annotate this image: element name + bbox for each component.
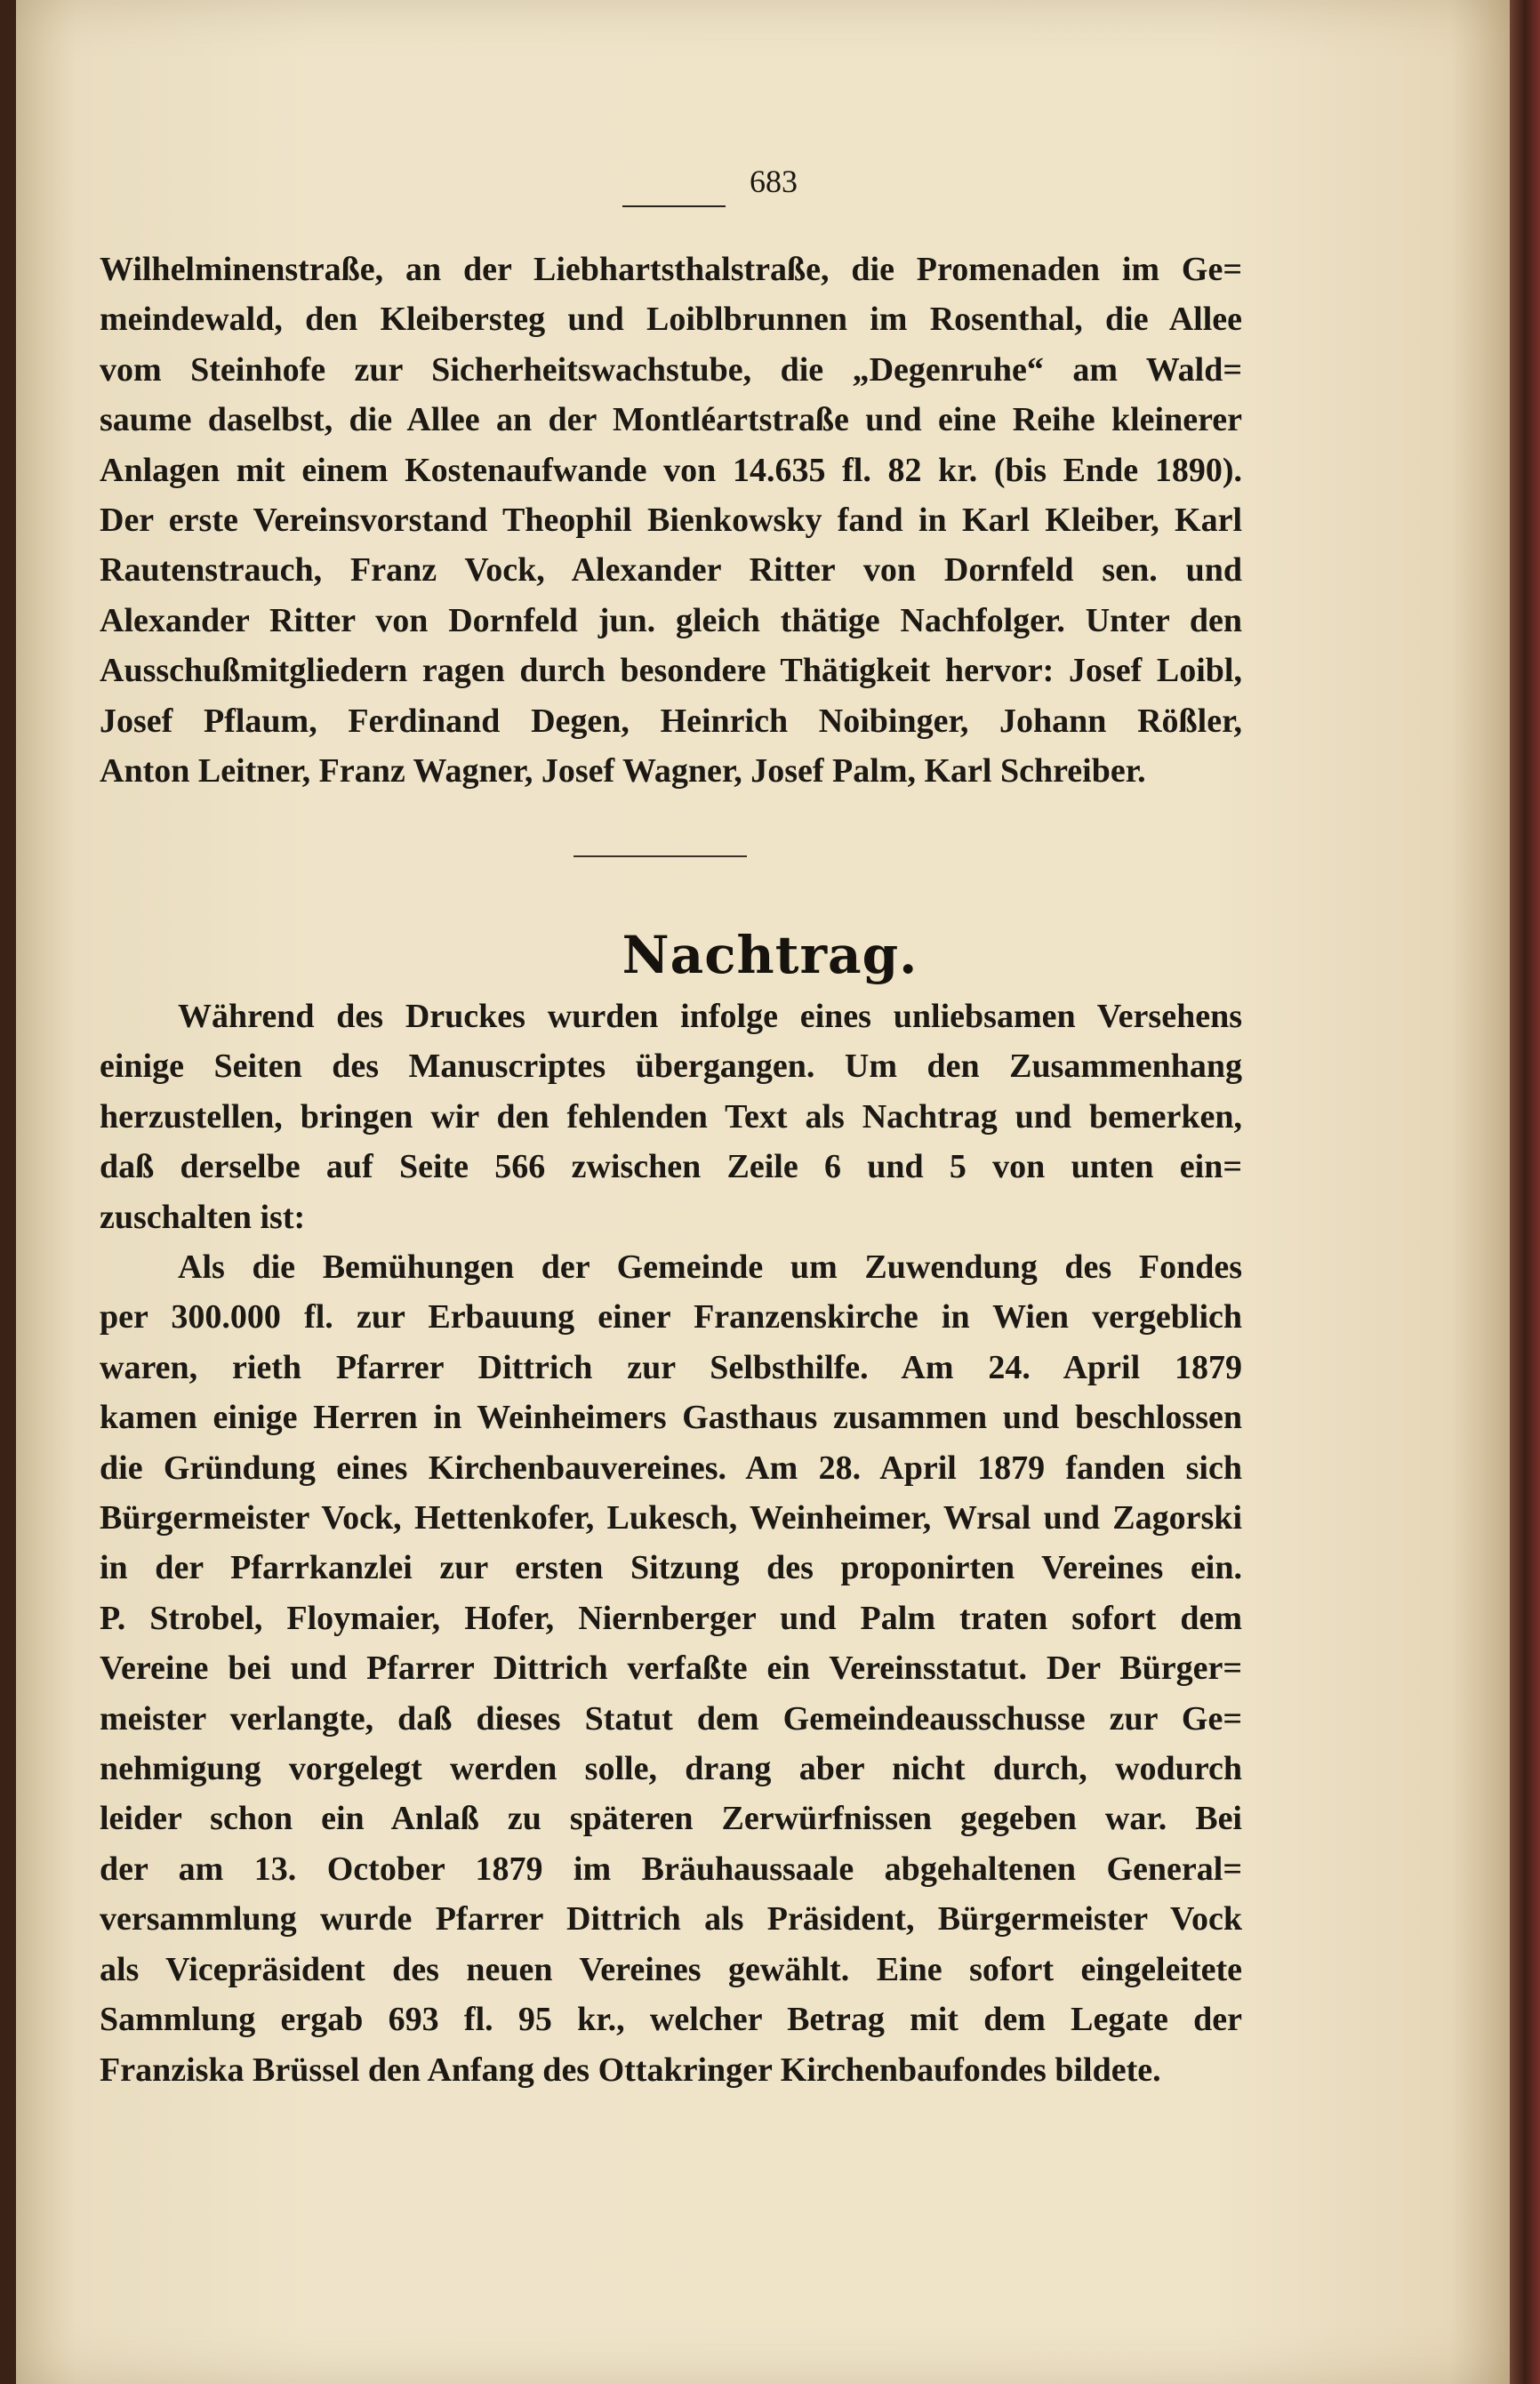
- section-divider: [573, 855, 747, 857]
- text-line: Als die Bemühungen der Gemeinde um Zuwendung des Fondes: [178, 1248, 1242, 1286]
- nachtrag-paragraph-1: [100, 991, 1242, 1242]
- text-line: Alexander Ritter von Dornfeld jun. gleich thätige Nachfolger. Unter den: [100, 601, 1242, 639]
- text-line: daß derselbe auf Seite 566 zwischen Zeile 6 und 5 von unten ein=: [100, 1148, 1242, 1186]
- text-line: als Vicepräsident des neuen Vereines gewählt. Eine sofort eingeleitete: [100, 1950, 1242, 1988]
- text-line: Josef Pflaum, Ferdinand Degen, Heinrich Noibinger, Johann Rößler,: [100, 702, 1242, 740]
- text-line: Der erste Vereinsvorstand Theophil Bienkowsky fand in Karl Kleiber, Karl: [100, 502, 1242, 540]
- text-line: die Gründung eines Kirchenbauvereines. Am 28. April 1879 fanden sich: [100, 1449, 1242, 1487]
- text-line: meindewald, den Kleibersteg und Loiblbrunnen im Rosenthal, die Allee: [100, 301, 1242, 339]
- text-line: Ausschußmitgliedern ragen durch besondere Thätigkeit hervor: Josef Loibl,: [100, 652, 1242, 690]
- text-line: Bürgermeister Vock, Hettenkofer, Lukesch, Weinheimer, Wrsal und Zagorski: [100, 1499, 1242, 1537]
- text-line: Während des Druckes wurden infolge eines unliebsamen Versehens: [178, 998, 1242, 1035]
- section-heading: Nachtrag.: [622, 925, 918, 985]
- text-line: per 300.000 fl. zur Erbauung einer Franzenskirche in Wien vergeblich: [100, 1298, 1242, 1336]
- text-line: Vereine bei und Pfarrer Dittrich verfaßte ein Vereinsstatut. Der Bürger=: [100, 1650, 1242, 1688]
- page-number: 683: [0, 163, 1540, 200]
- text-line: zuschalten ist:: [100, 1198, 306, 1236]
- text-line: nehmigung vorgelegt werden solle, drang aber nicht durch, wodurch: [100, 1750, 1242, 1788]
- text-line: vom Steinhofe zur Sicherheitswachstube, die „Degenruhe“ am Wald=: [100, 350, 1242, 389]
- text-line: in der Pfarrkanzlei zur ersten Sitzung des proponirten Vereines ein.: [100, 1549, 1242, 1587]
- text-line: Anlagen mit einem Kostenaufwande von 14.635 fl. 82 kr. (bis Ende 1890).: [100, 451, 1242, 489]
- text-line: Rautenstrauch, Franz Vock, Alexander Ritter von Dornfeld sen. und: [100, 551, 1242, 590]
- page-number-rule: [622, 205, 726, 207]
- nachtrag-paragraph-2: [100, 1242, 1242, 2095]
- text-line: waren, rieth Pfarrer Dittrich zur Selbsthilfe. Am 24. April 1879: [100, 1348, 1242, 1386]
- text-line: kamen einige Herren in Weinheimers Gasthaus zusammen und beschlossen: [100, 1399, 1242, 1437]
- text-line: P. Strobel, Floymaier, Hofer, Niernberger und Palm traten sofort dem: [100, 1599, 1242, 1637]
- text-line: einige Seiten des Manuscriptes übergangen. Um den Zusammenhang: [100, 1048, 1242, 1086]
- text-line: Franziska Brüssel den Anfang des Ottakringer Kirchenbaufondes bildete.: [100, 2051, 1161, 2089]
- text-line: Anton Leitner, Franz Wagner, Josef Wagner, Josef Palm, Karl Schreiber.: [100, 752, 1146, 791]
- text-line: herzustellen, bringen wir den fehlenden Text als Nachtrag und bemerken,: [100, 1097, 1242, 1136]
- text-line: Sammlung ergab 693 fl. 95 kr., welcher Betrag mit dem Legate der: [100, 2001, 1242, 2039]
- text-line: Wilhelminenstraße, an der Liebhartsthalstraße, die Promenaden im Ge=: [100, 251, 1242, 288]
- text-line: meister verlangte, daß dieses Statut dem Gemeindeausschusse zur Ge=: [100, 1699, 1242, 1738]
- text-line: versammlung wurde Pfarrer Dittrich als Präsident, Bürgermeister Vock: [100, 1900, 1242, 1939]
- book-edge: [1510, 0, 1540, 2384]
- text-line: der am 13. October 1879 im Bräuhaussaale abgehaltenen General=: [100, 1850, 1242, 1888]
- text-line: leider schon ein Anlaß zu späteren Zerwürfnissen gegeben war. Bei: [100, 1800, 1242, 1838]
- intro-paragraph: [100, 245, 1242, 796]
- text-line: saume daselbst, die Allee an der Montléartstraße und eine Reihe kleinerer: [100, 401, 1242, 439]
